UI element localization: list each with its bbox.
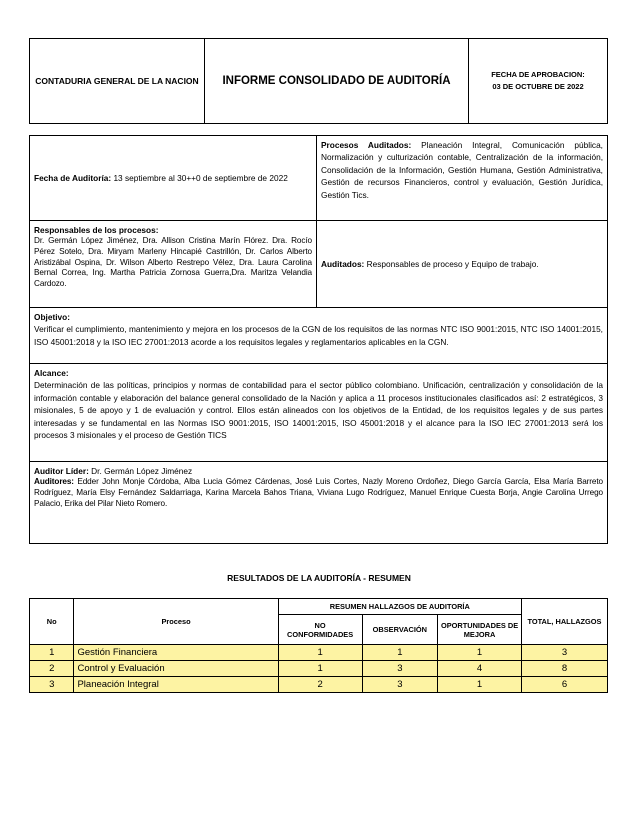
col-proceso: Proceso	[74, 599, 278, 645]
auditados-label: Auditados:	[321, 258, 365, 269]
responsables-label: Responsables de los procesos:	[34, 225, 159, 235]
row-nc: 1	[278, 645, 362, 661]
audit-date-value: 13 septiembre al 30++0 de septiembre de 2022	[111, 172, 288, 183]
table-row	[30, 661, 608, 677]
approval-label: FECHA DE APROBACION:	[491, 70, 585, 80]
col-observacion: OBSERVACIÓN	[362, 615, 438, 645]
responsables-value: Dr. Germán López Jiménez, Dra. Allison Cristina Marín Flórez. Dra. Rocío Pérez Sotelo, Dra. Miryam Marleny Hincapié Castrillón, Dr. Carlos Alberto Aristizábal Ospina, Dr. Wilson Alberto Restrepo Vélez, Dra. Laura Carolina Bernal Correa, Ing. Martha Patricia Zornosa Guerra,Dra. Maritza Velandia Cardozo.	[34, 236, 312, 289]
responsables-cell	[30, 221, 317, 308]
row-proceso: Planeación Integral	[74, 677, 278, 693]
auditors-cell	[30, 462, 608, 544]
row-total: 3	[521, 645, 607, 661]
row-obs: 3	[362, 677, 438, 693]
row-total: 6	[521, 677, 607, 693]
col-no-conformidades: NO CONFORMIDADES	[278, 615, 362, 645]
row-obs: 3	[362, 661, 438, 677]
processes-label: Procesos Auditados:	[321, 140, 412, 150]
audit-date-cell	[30, 136, 317, 221]
auditados-cell	[317, 221, 608, 308]
row-nc: 1	[278, 661, 362, 677]
row-obs: 1	[362, 645, 438, 661]
row-no: 1	[30, 645, 74, 661]
table-row	[30, 645, 608, 661]
entity-name: CONTADURIA GENERAL DE LA NACION	[30, 39, 205, 124]
report-title: INFORME CONSOLIDADO DE AUDITORÍA	[205, 39, 469, 124]
results-title: RESULTADOS DE LA AUDITORÍA - RESUMEN	[227, 573, 411, 583]
auditados-value: Responsables de proceso y Equipo de trabajo.	[364, 258, 539, 269]
processes-cell	[317, 136, 608, 221]
alcance-cell	[30, 364, 608, 462]
col-oportunidades: OPORTUNIDADES DE MEJORA	[438, 615, 522, 645]
table-row	[30, 677, 608, 693]
objetivo-value: Verificar el cumplimiento, mantenimiento y mejora en los procesos de la CGN de los requisitos de las normas NTC ISO 9001:2015, NTC ISO 14001:2015, ISO 45001:2018 y la ISO IEC 27001:2013 acorde a los requisitos legales y reglamentarios aplicables en la CGN.	[34, 324, 603, 347]
col-total: TOTAL, HALLAZGOS	[521, 599, 607, 645]
auditors-value: Edder John Monje Córdoba, Alba Lucia Gómez Cárdenas, José Luis Cortes, Nazly Moreno Ordoñez, Diego García García, Elsa María Barreto Rodríguez, María Elsy Fernández Saldarriaga, Karina Marcela Bahos Triana, Viviana Lugo Rodríguez, Manuel Enrique Cuesta Borja, Angie Carolina Urrego Palacio, Erika del Pilar Nieto Romero.	[34, 477, 603, 508]
row-nc: 2	[278, 677, 362, 693]
lead-auditor-value: Dr. Germán López Jiménez	[88, 466, 193, 476]
row-no: 3	[30, 677, 74, 693]
processes-value: Planeación Integral, Comunicación pública, Normalización y culturización contable, Centralización de la información, Consolidación de la Información, Gestión Humana, Gestión Administrativa, Gestión de recursos Financieros, control y evaluación, Gestión Jurídica, Gestión Tics.	[321, 140, 603, 200]
approval-date: 03 DE OCTUBRE DE 2022	[492, 82, 584, 91]
row-om: 1	[438, 645, 522, 661]
row-om: 1	[438, 677, 522, 693]
report-header	[29, 38, 608, 124]
results-table	[29, 598, 608, 693]
col-no: No	[30, 599, 74, 645]
row-total: 8	[521, 661, 607, 677]
audit-info-table	[29, 135, 608, 544]
col-group-hallazgos: RESUMEN HALLAZGOS DE AUDITORÍA	[278, 599, 521, 615]
row-proceso: Gestión Financiera	[74, 645, 278, 661]
audit-date-label: Fecha de Auditoría:	[34, 172, 112, 183]
objetivo-cell	[30, 308, 608, 364]
auditors-label: Auditores:	[34, 477, 74, 487]
alcance-label: Alcance:	[34, 368, 69, 378]
lead-auditor-label: Auditor Líder:	[34, 466, 89, 476]
row-om: 4	[438, 661, 522, 677]
row-proceso: Control y Evaluación	[74, 661, 278, 677]
approval-cell	[469, 39, 608, 124]
objetivo-label: Objetivo:	[34, 312, 70, 322]
alcance-value: Determinación de las políticas, principios y normas de contabilidad para el sector público colombiano. Unificación, centralización y consolidación de la información contable y elaboración del balance general consolidado de la Nación y aplica a 11 procesos institucionales clasificados así: 2 estratégicos, 3 misionales, 5 de apoyo y 1 de evaluación y control. Ellos están alineados con los objetivos de la Entidad, de los requisitos legales y de sus partes interesadas y se fundamental en las Normas ISO 9001:2015, ISO 14001:2015, ISO 45001:2018 y el alcance para la ISO IEC 27001:2013 será los procesos 3 misionales y el proceso de Gestión TICS	[34, 380, 603, 441]
row-no: 2	[30, 661, 74, 677]
